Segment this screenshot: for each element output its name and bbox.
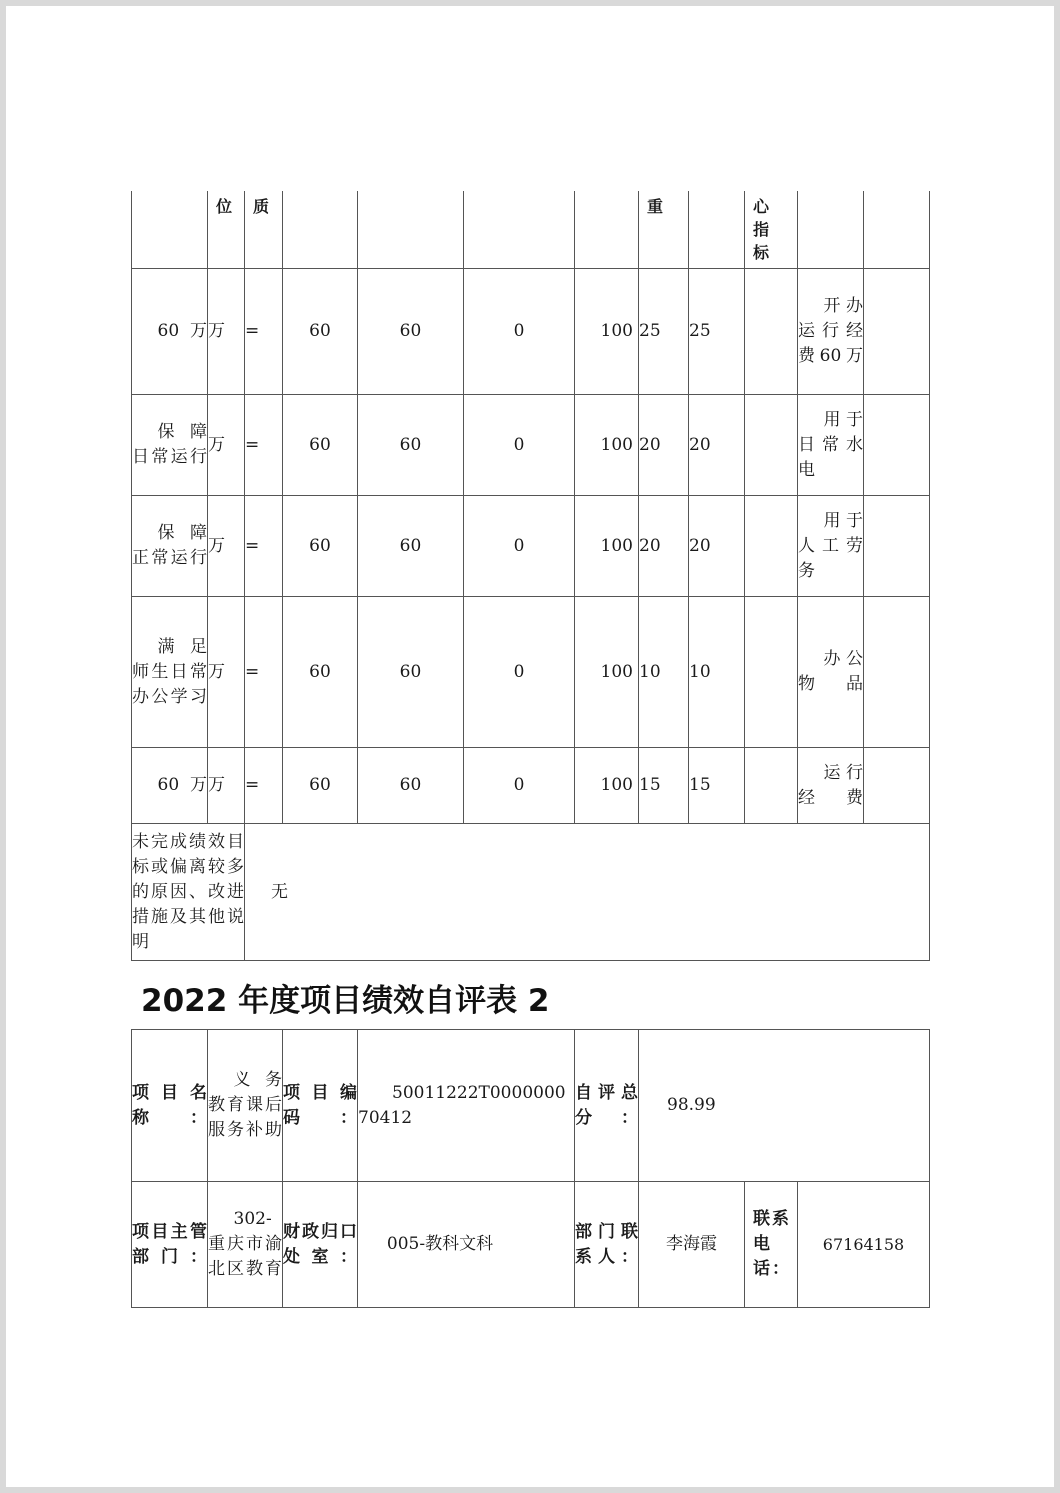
row-deviation: 0 bbox=[464, 597, 575, 748]
row-rate: 100 bbox=[575, 496, 639, 597]
project-code-value: 50011222T000000070412 bbox=[358, 1030, 575, 1182]
table-row bbox=[132, 748, 930, 824]
form-heading: 2022 年度项目绩效自评表 2 bbox=[141, 983, 550, 1019]
department-label: 项目主管部门： bbox=[132, 1182, 208, 1308]
row-target: 保障日常运行 bbox=[132, 395, 208, 496]
row-score: 20 bbox=[689, 395, 745, 496]
row-score: 20 bbox=[689, 496, 745, 597]
row-full-year-target: 60 bbox=[283, 597, 358, 748]
row-note: 开办运行经费60万 bbox=[798, 269, 864, 395]
row-target: 60万 bbox=[132, 748, 208, 824]
row-core bbox=[745, 496, 798, 597]
row-rate: 100 bbox=[575, 597, 639, 748]
row-full-year-target: 60 bbox=[283, 395, 358, 496]
total-score-label: 自评总分： bbox=[575, 1030, 639, 1182]
contact-label: 部门联系人： bbox=[575, 1182, 639, 1308]
row-actual: 60 bbox=[358, 496, 464, 597]
row-weight: 15 bbox=[639, 748, 689, 824]
table-row bbox=[132, 269, 930, 395]
row-note: 办公物品 bbox=[798, 597, 864, 748]
phone-label: 联系电话： bbox=[745, 1182, 798, 1308]
row-nature: = bbox=[245, 269, 283, 395]
row-nature: = bbox=[245, 597, 283, 748]
project-row-1 bbox=[132, 1030, 930, 1182]
row-target: 保障正常运行 bbox=[132, 496, 208, 597]
row-unit: 万 bbox=[208, 269, 245, 395]
header-weight: 重 bbox=[647, 197, 664, 216]
row-rate: 100 bbox=[575, 395, 639, 496]
project-name-label: 项目名称： bbox=[132, 1030, 208, 1182]
row-deviation: 0 bbox=[464, 395, 575, 496]
row-full-year-target: 60 bbox=[283, 748, 358, 824]
row-core bbox=[745, 597, 798, 748]
row-unit: 万 bbox=[208, 496, 245, 597]
row-target: 60万 bbox=[132, 269, 208, 395]
finance-label: 财政归口处室： bbox=[283, 1182, 358, 1308]
explanation-value: 无 bbox=[245, 824, 930, 961]
explanation-row bbox=[132, 824, 930, 961]
row-nature: = bbox=[245, 496, 283, 597]
row-actual: 60 bbox=[358, 748, 464, 824]
row-score: 15 bbox=[689, 748, 745, 824]
row-weight: 25 bbox=[639, 269, 689, 395]
row-nature: = bbox=[245, 395, 283, 496]
row-rate: 100 bbox=[575, 748, 639, 824]
project-name-value: 义务教育课后服务补助 bbox=[208, 1030, 283, 1182]
header-nature: 质 bbox=[253, 197, 270, 216]
row-score: 10 bbox=[689, 597, 745, 748]
table-header-fragment bbox=[132, 191, 930, 269]
row-target: 满足师生日常办公学习 bbox=[132, 597, 208, 748]
project-info-table bbox=[131, 1029, 930, 1308]
table-row bbox=[132, 496, 930, 597]
row-weight: 10 bbox=[639, 597, 689, 748]
explanation-label: 未完成绩效目标或偏离较多的原因、改进措施及其他说明 bbox=[132, 824, 245, 961]
row-actual: 60 bbox=[358, 597, 464, 748]
row-score: 25 bbox=[689, 269, 745, 395]
row-full-year-target: 60 bbox=[283, 496, 358, 597]
row-full-year-target: 60 bbox=[283, 269, 358, 395]
department-value: 302-重庆市渝北区教育 bbox=[208, 1182, 283, 1308]
table-row bbox=[132, 395, 930, 496]
row-deviation: 0 bbox=[464, 269, 575, 395]
row-unit: 万 bbox=[208, 597, 245, 748]
row-weight: 20 bbox=[639, 395, 689, 496]
row-nature: = bbox=[245, 748, 283, 824]
row-note: 运行经费 bbox=[798, 748, 864, 824]
indicator-table bbox=[131, 191, 930, 961]
phone-value: 67164158 bbox=[798, 1182, 930, 1308]
header-unit: 位 bbox=[216, 197, 233, 216]
total-score-value: 98.99 bbox=[639, 1030, 930, 1182]
row-actual: 60 bbox=[358, 395, 464, 496]
row-core bbox=[745, 269, 798, 395]
contact-value: 李海霞 bbox=[639, 1182, 745, 1308]
row-core bbox=[745, 395, 798, 496]
finance-value: 005-教科文科 bbox=[358, 1182, 575, 1308]
row-note: 用于日常水电 bbox=[798, 395, 864, 496]
row-deviation: 0 bbox=[464, 748, 575, 824]
table-row bbox=[132, 597, 930, 748]
row-unit: 万 bbox=[208, 395, 245, 496]
row-weight: 20 bbox=[639, 496, 689, 597]
row-deviation: 0 bbox=[464, 496, 575, 597]
row-core bbox=[745, 748, 798, 824]
project-row-2 bbox=[132, 1182, 930, 1308]
header-core: 心指标 bbox=[753, 197, 770, 262]
row-unit: 万 bbox=[208, 748, 245, 824]
row-rate: 100 bbox=[575, 269, 639, 395]
project-code-label: 项目编码： bbox=[283, 1030, 358, 1182]
row-note: 用于人工劳务 bbox=[798, 496, 864, 597]
row-actual: 60 bbox=[358, 269, 464, 395]
